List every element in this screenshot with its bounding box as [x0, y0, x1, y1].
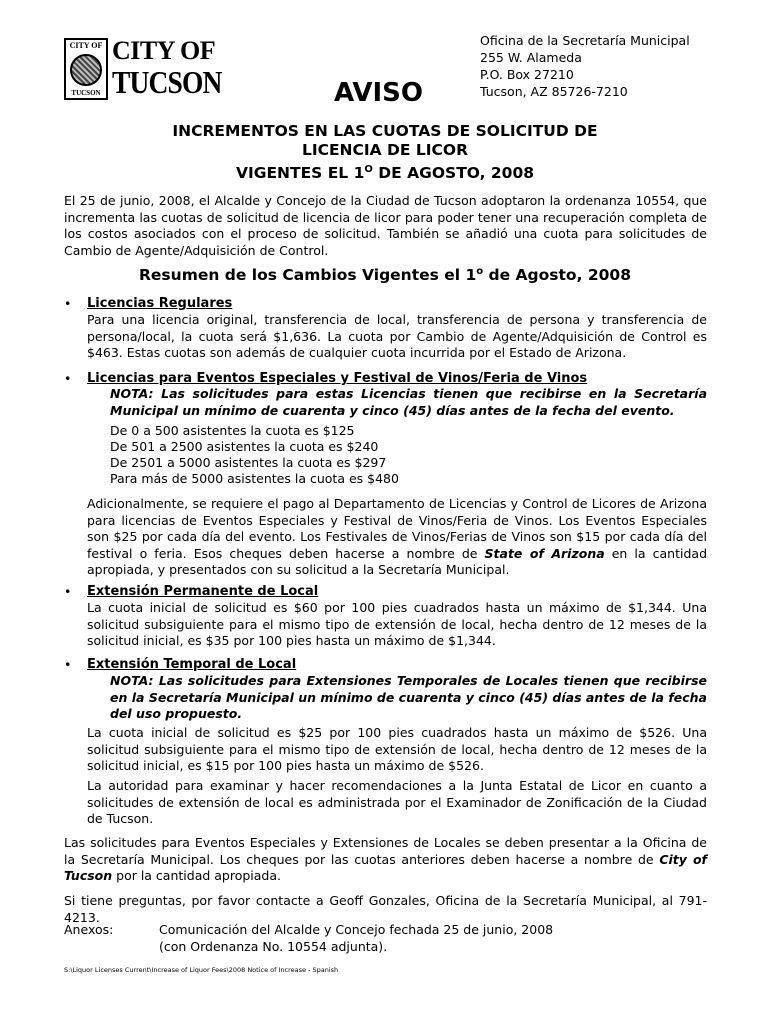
- logo-line-city: CITY OF: [112, 36, 216, 65]
- bullet-icon: •: [64, 296, 72, 311]
- attachment-line: (con Ordenanza No. 10554 adjunta).: [159, 938, 388, 954]
- bullet-icon: •: [64, 657, 72, 672]
- fee-line: De 0 a 500 asistentes la cuota es $125: [110, 423, 355, 438]
- section-text-regulares: Para una licencia original, transferencia de local, transferencia de persona y transferencia de persona/local, la cuota será $1,636. La cuota por Cambio de Agente/Adquisición de Control es $463. Estas cuotas son además de cualquier cuota incurrida por el Estado de Arizona.: [87, 312, 707, 360]
- title-line-3: VIGENTES EL $1^O$ DE AGOSTO, 2008: [235, 164, 535, 183]
- address-line: Tucson, AZ 85726-7210: [480, 84, 628, 99]
- address-line: 255 W. Alameda: [480, 50, 582, 65]
- closing-paragraph: Las solicitudes para Eventos Especiales y Extensiones de Locales se deben presentar a la Oficina de la Secretaría Municipal. Los cheques por las cuotas anteriores deben hacerse a nombre de City of Tucson por la cantidad apropiada.: [64, 835, 707, 883]
- fee-line: De 2501 a 5000 asistentes la cuota es $297: [110, 455, 387, 470]
- bullet-icon: •: [64, 584, 72, 599]
- logo-line-tucson: TUCSON: [112, 64, 222, 100]
- section-heading-permanente: Extensión Permanente de Local: [87, 584, 319, 599]
- seal-bottom-text: TUCSON: [71, 89, 101, 97]
- fee-line: Para más de 5000 asistentes la cuota es $480: [110, 471, 399, 486]
- file-path-footer: S:\Liquor Licenses Current\Increase of Liquor Fees\2008 Notice of Increase - Spanish: [64, 966, 339, 974]
- title-line-1: INCREMENTOS EN LAS CUOTAS DE SOLICITUD DE: [172, 122, 598, 140]
- seal-top-text: CITY OF: [69, 41, 103, 50]
- fee-line: De 501 a 2500 asistentes la cuota es $240: [110, 439, 379, 454]
- fee-schedule: [110, 423, 399, 487]
- document-title: [64, 122, 706, 183]
- section-note-eventos: NOTA: Las solicitudes para estas Licencias tienen que recibirse en la Secretaría Municipal un mínimo de cuarenta y cinco (45) días antes de la fecha del evento.: [110, 386, 707, 418]
- address-line: P.O. Box 27210: [480, 67, 574, 82]
- section-heading-temporal: Extensión Temporal de Local: [87, 657, 297, 672]
- address-line: Oficina de la Secretaría Municipal: [480, 33, 690, 48]
- title-line-2: LICENCIA DE LICOR: [301, 141, 469, 159]
- office-address: [480, 32, 690, 100]
- contact-paragraph: Si tiene preguntas, por favor contacte a Geoff Gonzales, Oficina de la Secretaría Municipal, al 791-4213.: [64, 893, 707, 925]
- attachments-text: [159, 922, 553, 955]
- city-of-tucson-logo: [64, 36, 222, 102]
- section-note-temporal: NOTA: Las solicitudes para Extensiones Temporales de Locales tienen que recibirse en la Secretaría Municipal un mínimo de cuarenta y cinco (45) días antes de la fecha del uso propuesto.: [110, 673, 707, 721]
- section-heading-eventos: Licencias para Eventos Especiales y Festival de Vinos/Feria de Vinos: [87, 371, 588, 386]
- bullet-icon: •: [64, 371, 72, 386]
- attachment-line: Comunicación del Alcalde y Concejo fechada 25 de junio, 2008: [159, 922, 554, 937]
- city-seal: [64, 38, 108, 100]
- section-text-permanente: La cuota inicial de solicitud es $60 por 100 pies cuadrados hasta un máximo de $1,344. Una solicitud subsiguiente para el mismo tipo de extensión de local, hecha dentro de 12 meses de la solicitud inicial, es $35 por 100 pies hasta un máximo de $1,344.: [87, 600, 707, 648]
- section-heading-regulares: Licencias Regulares: [87, 296, 233, 311]
- seal-emblem-icon: [70, 54, 102, 86]
- notice-heading: AVISO: [334, 78, 423, 108]
- section-text-temporal-2: La autoridad para examinar y hacer recomendaciones a la Junta Estatal de Licor en cuanto a solicitudes de extensión de local es administrada por el Examinador de Zonificación de la Ciudad de Tucson.: [87, 778, 707, 826]
- attachments-label: Anexos:: [64, 922, 114, 937]
- section-extra-eventos: Adicionalmente, se requiere el pago al Departamento de Licencias y Control de Licores de Arizona para licencias de Eventos Especiales y Festival de Vinos/Feria de Vinos. Los Eventos Especiales son $25 por cada día del evento. Los Festivales de Vinos/Ferias de Vinos son $15 por cada día del festival o feria. Esos cheques deben hacerse a nombre de State of Arizona en la cantidad apropiada, y presentados con su solicitud a la Secretaría Municipal.: [87, 496, 707, 577]
- intro-paragraph: El 25 de junio, 2008, el Alcalde y Concejo de la Ciudad de Tucson adoptaron la ordenanza 10554, que incrementa las cuotas de solicitud de licencia de licor para poder tener una recuperación completa de los costos asociados con el proceso de solicitud. También se añadió una cuota para solicitudes de Cambio de Agente/Adquisición de Control.: [64, 193, 707, 258]
- section-text-temporal: La cuota inicial de solicitud es $25 por 100 pies cuadrados hasta un máximo de $526. Una solicitud subsiguiente para el mismo tipo de extensión de local, hecha dentro de 12 meses de la solicitud inicial, es $15 por 100 pies hasta un máximo de $526.: [87, 725, 707, 773]
- summary-heading: Resumen de los Cambios Vigentes el 1$^o$ de Agosto, 2008: [138, 266, 632, 285]
